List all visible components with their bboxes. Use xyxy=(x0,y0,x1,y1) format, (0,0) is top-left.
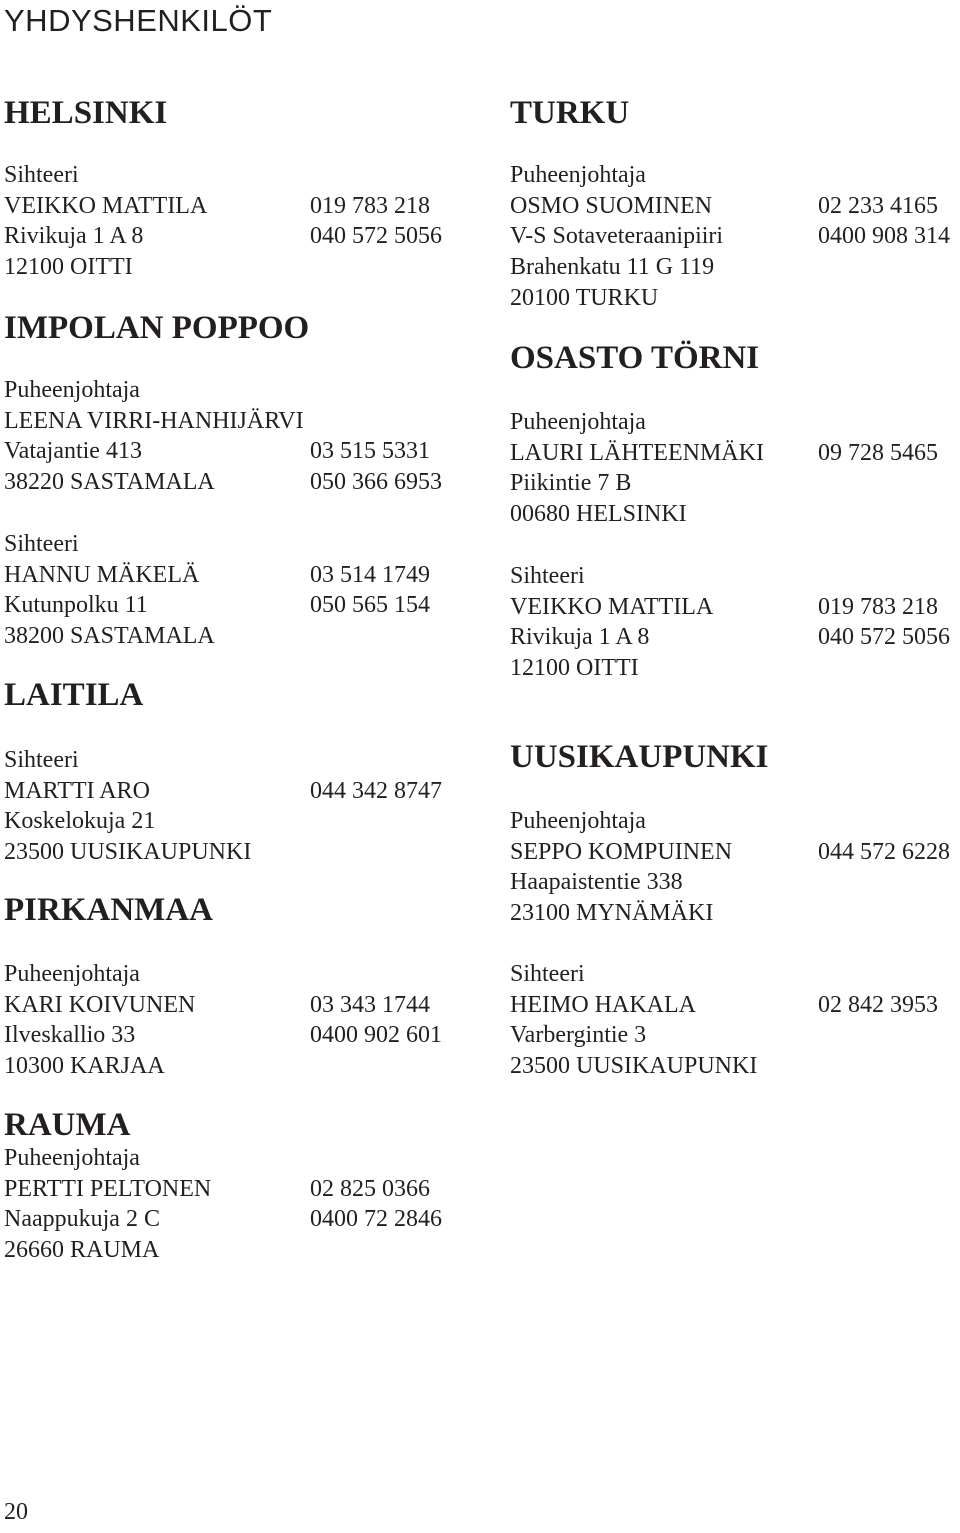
contact-phone: 02 842 3953 xyxy=(818,991,938,1018)
contact-city: 23500 UUSIKAUPUNKI xyxy=(510,1053,758,1080)
contact-helsinki-secretary xyxy=(4,160,474,283)
contact-city: 23100 MYNÄMÄKI xyxy=(510,900,714,927)
contact-uusikaupunki-chair xyxy=(510,806,960,929)
contact-role: Puheenjohtaja xyxy=(510,409,646,435)
contact-impolan-secretary xyxy=(4,529,474,652)
contact-phone: 03 343 1744 xyxy=(310,991,430,1018)
contact-torni-chair xyxy=(510,407,960,530)
contact-phone: 03 514 1749 xyxy=(310,561,430,588)
contact-phone: 050 366 6953 xyxy=(310,469,442,496)
contact-city: 12100 OITTI xyxy=(510,655,639,682)
contact-name: HEIMO HAKALA xyxy=(510,991,696,1018)
region-heading-osasto-torni: OSASTO TÖRNI xyxy=(510,340,760,376)
contact-city: 38200 SASTAMALA xyxy=(4,623,215,650)
contact-phone: 0400 902 601 xyxy=(310,1022,442,1049)
contact-phone: 0400 72 2846 xyxy=(310,1206,442,1233)
contact-city: 38220 SASTAMALA xyxy=(4,469,215,496)
contact-pirkanmaa-chair xyxy=(4,959,474,1082)
contact-name: PERTTI PELTONEN xyxy=(4,1175,212,1202)
contact-torni-secretary xyxy=(510,561,960,684)
contact-city: 00680 HELSINKI xyxy=(510,501,687,528)
contact-phone: 019 783 218 xyxy=(310,192,430,219)
page-title: YHDYSHENKILÖT xyxy=(4,3,273,38)
contact-role: Sihteeri xyxy=(4,531,79,557)
contact-city: 23500 UUSIKAUPUNKI xyxy=(4,839,252,866)
contact-role: Puheenjohtaja xyxy=(510,808,646,834)
contact-name: LAURI LÄHTEENMÄKI xyxy=(510,439,764,466)
region-heading-pirkanmaa: PIRKANMAA xyxy=(4,892,213,928)
contact-role: Sihteeri xyxy=(510,563,585,589)
contact-role: Sihteeri xyxy=(510,961,585,987)
contact-city: 10300 KARJAA xyxy=(4,1053,165,1080)
contact-role: Sihteeri xyxy=(4,162,79,188)
contact-address: Rivikuja 1 A 8 xyxy=(510,624,650,651)
contact-city: 26660 RAUMA xyxy=(4,1237,160,1264)
contact-address: Naappukuja 2 C xyxy=(4,1206,160,1233)
contact-phone: 044 572 6228 xyxy=(818,838,950,865)
region-heading-laitila: LAITILA xyxy=(4,677,144,713)
contact-rauma-chair xyxy=(4,1143,474,1266)
region-heading-impolan-poppoo: IMPOLAN POPPOO xyxy=(4,310,310,346)
contact-city: 20100 TURKU xyxy=(510,284,659,311)
contact-turku-chair xyxy=(510,160,960,313)
contact-phone: 0400 908 314 xyxy=(818,223,950,250)
contact-address: Rivikuja 1 A 8 xyxy=(4,223,144,250)
contact-role: Sihteeri xyxy=(4,747,79,773)
contact-name: SEPPO KOMPUINEN xyxy=(510,838,733,865)
contact-name: VEIKKO MATTILA xyxy=(510,593,714,620)
contact-name: KARI KOIVUNEN xyxy=(4,991,196,1018)
region-heading-rauma: RAUMA xyxy=(4,1107,131,1143)
contact-phone: 02 825 0366 xyxy=(310,1175,430,1202)
contact-phone: 044 342 8747 xyxy=(310,777,442,804)
contact-organization: V-S Sotaveteraanipiiri xyxy=(510,223,724,250)
contact-name: HANNU MÄKELÄ xyxy=(4,561,200,588)
contact-name: MARTTI ARO xyxy=(4,777,150,804)
page-number: 20 xyxy=(4,1499,28,1525)
contact-uusikaupunki-secretary xyxy=(510,959,960,1082)
contact-role: Puheenjohtaja xyxy=(510,162,646,188)
contact-role: Puheenjohtaja xyxy=(4,1145,140,1171)
contact-address: Kutunpolku 11 xyxy=(4,592,148,619)
contact-role: Puheenjohtaja xyxy=(4,377,140,403)
contact-city: 12100 OITTI xyxy=(4,254,133,281)
contact-address: Koskelokuja 21 xyxy=(4,808,156,835)
contact-address: Brahenkatu 11 G 119 xyxy=(510,254,715,281)
contact-address: Ilveskallio 33 xyxy=(4,1022,136,1049)
contact-phone: 050 565 154 xyxy=(310,592,430,619)
contact-role: Puheenjohtaja xyxy=(4,961,140,987)
contact-phone: 040 572 5056 xyxy=(818,624,950,651)
contact-address: Piikintie 7 B xyxy=(510,470,632,497)
contact-phone: 040 572 5056 xyxy=(310,223,442,250)
contact-address: Haapaistentie 338 xyxy=(510,869,683,896)
contact-name: VEIKKO MATTILA xyxy=(4,192,208,219)
region-heading-helsinki: HELSINKI xyxy=(4,95,168,131)
contact-impolan-chair xyxy=(4,375,474,498)
contact-phone: 09 728 5465 xyxy=(818,439,938,466)
contact-name: LEENA VIRRI-HANHIJÄRVI xyxy=(4,407,304,434)
contact-address: Varbergintie 3 xyxy=(510,1022,647,1049)
region-heading-turku: TURKU xyxy=(510,95,630,131)
contact-phone: 03 515 5331 xyxy=(310,438,430,465)
contact-name: OSMO SUOMINEN xyxy=(510,192,713,219)
contact-phone: 019 783 218 xyxy=(818,593,938,620)
contact-laitila-secretary xyxy=(4,745,474,868)
contact-phone: 02 233 4165 xyxy=(818,192,938,219)
region-heading-uusikaupunki: UUSIKAUPUNKI xyxy=(510,739,769,775)
contact-address: Vatajantie 413 xyxy=(4,438,142,465)
